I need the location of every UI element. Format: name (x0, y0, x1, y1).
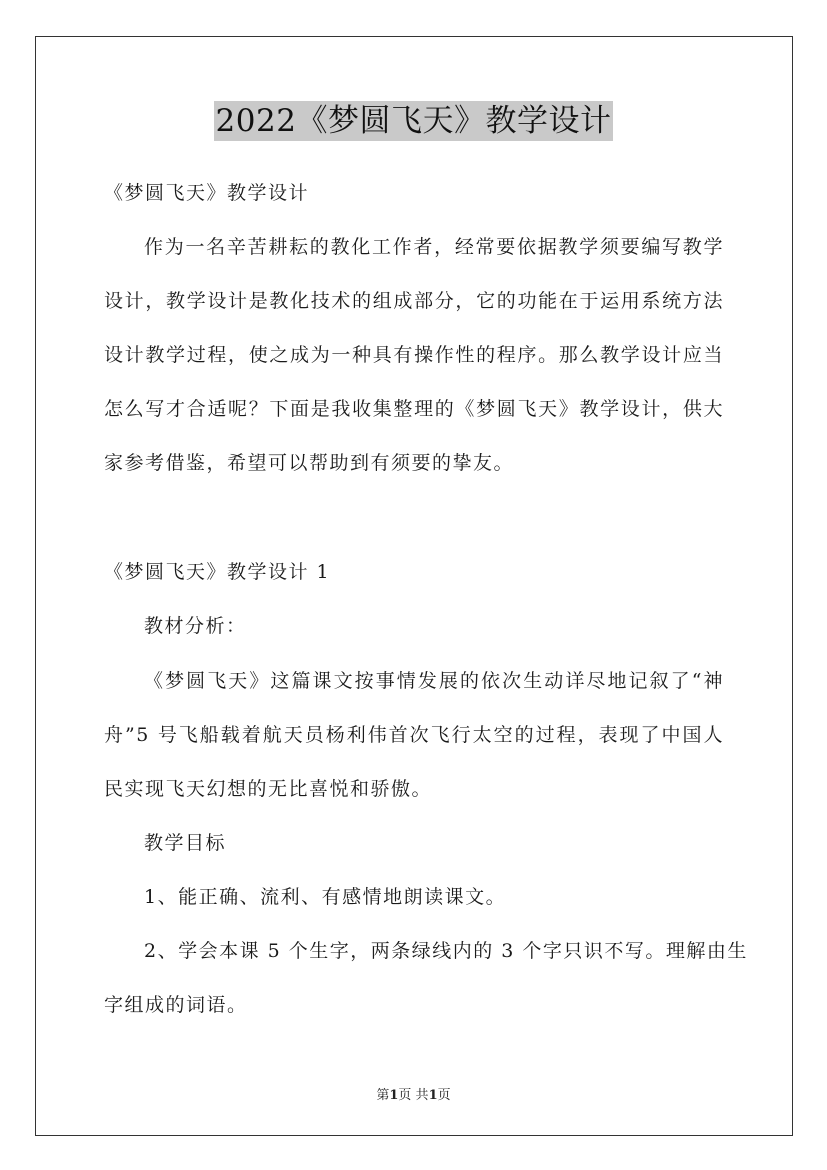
analysis-label: 教材分析： (144, 615, 247, 637)
document-subtitle: 《梦圆飞天》教学设计 (104, 182, 310, 204)
document-title: 2022《梦圆飞天》教学设计 (215, 103, 612, 139)
footer-page-number: 1 (389, 1088, 399, 1103)
footer-page-total: 1 (428, 1088, 438, 1103)
footer-prefix: 第 (376, 1088, 390, 1103)
title-container (0, 101, 827, 141)
footer-suffix: 页 (437, 1088, 451, 1103)
analysis-line: 舟”5 号飞船载着航天员杨利伟首次飞行太空的过程，表现了中国人 (104, 724, 724, 746)
intro-line: 作为一名辛苦耕耘的教化工作者，经常要依据教学须要编写教学 (144, 236, 724, 258)
goals-label: 教学目标 (144, 832, 227, 854)
section-heading: 《梦圆飞天》教学设计 1 (104, 561, 331, 583)
intro-line: 设计教学过程，使之成为一种具有操作性的程序。那么教学设计应当 (104, 344, 724, 366)
page-footer (0, 1084, 827, 1103)
intro-line: 设计，教学设计是教化技术的组成部分，它的功能在于运用系统方法 (104, 290, 724, 312)
goal-item: 1、能正确、流利、有感情地朗读课文。 (144, 886, 507, 908)
intro-line: 怎么写才合适呢？下面是我收集整理的《梦圆飞天》教学设计，供大 (104, 398, 724, 420)
goal-item-continued: 字组成的词语。 (104, 994, 248, 1016)
intro-line: 家参考借鉴，希望可以帮助到有须要的挚友。 (104, 452, 515, 474)
analysis-line: 民实现飞天幻想的无比喜悦和骄傲。 (104, 778, 433, 800)
analysis-line: 《梦圆飞天》这篇课文按事情发展的依次生动详尽地记叙了“神 (144, 670, 724, 692)
goal-item: 2、学会本课 5 个生字，两条绿线内的 3 个字只识不写。理解由生 (144, 940, 748, 962)
footer-mid: 页 共 (398, 1088, 429, 1103)
